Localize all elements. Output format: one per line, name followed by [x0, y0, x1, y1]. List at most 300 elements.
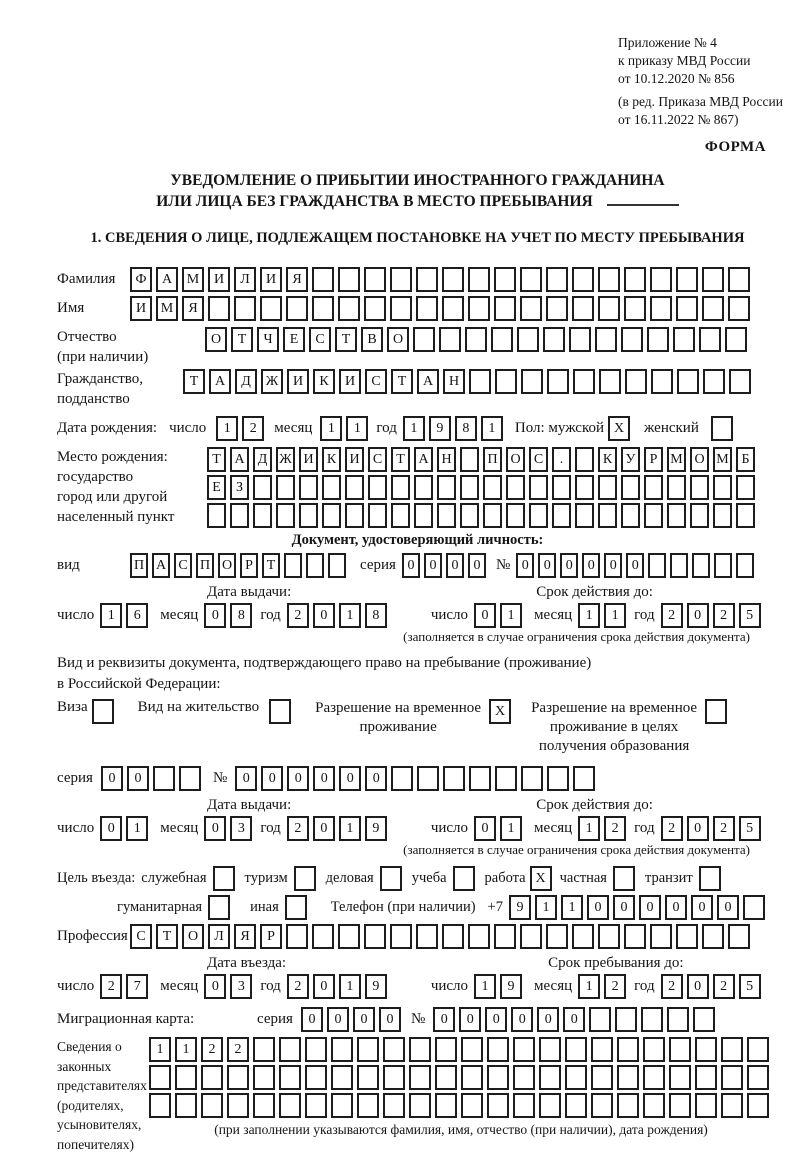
form-cell[interactable]: [305, 1093, 327, 1118]
form-cell[interactable]: 2: [713, 974, 735, 999]
form-cell[interactable]: [667, 503, 686, 528]
form-cell[interactable]: 0: [327, 1007, 349, 1032]
form-cell[interactable]: [153, 766, 175, 791]
form-cell[interactable]: Т: [335, 327, 357, 352]
form-cell[interactable]: [312, 296, 334, 321]
form-cell[interactable]: [589, 1007, 611, 1032]
form-cell[interactable]: 0: [485, 1007, 507, 1032]
form-cell[interactable]: 0: [313, 603, 335, 628]
form-cell[interactable]: [338, 267, 360, 292]
form-cell[interactable]: [331, 1093, 353, 1118]
form-cell[interactable]: [575, 475, 594, 500]
form-cell[interactable]: Р: [240, 553, 258, 578]
form-cell[interactable]: [391, 503, 410, 528]
form-cell[interactable]: [409, 1037, 431, 1062]
form-cell[interactable]: Т: [183, 369, 205, 394]
form-cell[interactable]: [736, 503, 755, 528]
form-cell[interactable]: [520, 924, 542, 949]
form-cell[interactable]: [713, 475, 732, 500]
form-cell[interactable]: [468, 296, 490, 321]
form-cell[interactable]: 1: [403, 416, 425, 441]
form-cell[interactable]: [520, 296, 542, 321]
form-cell[interactable]: К: [598, 447, 617, 472]
form-cell[interactable]: 0: [235, 766, 257, 791]
form-cell[interactable]: 1: [474, 974, 496, 999]
form-cell[interactable]: [569, 327, 591, 352]
form-cell[interactable]: [624, 924, 646, 949]
form-cell[interactable]: 0: [204, 603, 226, 628]
form-cell[interactable]: [621, 475, 640, 500]
form-cell[interactable]: [617, 1037, 639, 1062]
form-cell[interactable]: Т: [391, 369, 413, 394]
form-cell[interactable]: [179, 766, 201, 791]
form-cell[interactable]: [487, 1065, 509, 1090]
form-cell[interactable]: [286, 296, 308, 321]
form-cell[interactable]: [364, 267, 386, 292]
form-cell[interactable]: 1: [500, 816, 522, 841]
form-cell[interactable]: 0: [100, 816, 122, 841]
form-cell[interactable]: [390, 924, 412, 949]
form-cell[interactable]: [468, 267, 490, 292]
form-cell[interactable]: 2: [201, 1037, 223, 1062]
form-cell[interactable]: 1: [339, 974, 361, 999]
form-cell[interactable]: [520, 267, 542, 292]
form-cell[interactable]: [598, 267, 620, 292]
form-cell[interactable]: [305, 1065, 327, 1090]
form-cell[interactable]: Р: [260, 924, 282, 949]
form-cell[interactable]: [677, 369, 699, 394]
form-cell[interactable]: 0: [538, 553, 556, 578]
form-cell[interactable]: Т: [207, 447, 226, 472]
form-cell[interactable]: 0: [474, 816, 496, 841]
form-cell[interactable]: 0: [563, 1007, 585, 1032]
form-cell[interactable]: [465, 327, 487, 352]
form-cell[interactable]: И: [260, 267, 282, 292]
form-cell[interactable]: 1: [561, 895, 583, 920]
form-cell[interactable]: [521, 766, 543, 791]
form-cell[interactable]: [648, 553, 666, 578]
form-cell[interactable]: [621, 503, 640, 528]
form-cell[interactable]: [506, 475, 525, 500]
form-cell[interactable]: [299, 503, 318, 528]
form-cell[interactable]: [591, 1065, 613, 1090]
form-cell[interactable]: 9: [365, 974, 387, 999]
form-cell[interactable]: 1: [535, 895, 557, 920]
form-cell[interactable]: [435, 1065, 457, 1090]
form-cell[interactable]: [547, 369, 569, 394]
form-cell[interactable]: [644, 503, 663, 528]
form-cell[interactable]: Е: [207, 475, 226, 500]
form-cell[interactable]: [598, 475, 617, 500]
form-cell[interactable]: [669, 1093, 691, 1118]
form-cell[interactable]: К: [322, 447, 341, 472]
form-cell[interactable]: [305, 1037, 327, 1062]
form-cell[interactable]: [747, 1065, 769, 1090]
form-cell[interactable]: А: [414, 447, 433, 472]
form-cell[interactable]: 1: [578, 974, 600, 999]
form-cell[interactable]: О: [690, 447, 709, 472]
form-cell[interactable]: Д: [253, 447, 272, 472]
form-cell[interactable]: [673, 327, 695, 352]
sex-female-checkbox[interactable]: [711, 416, 733, 441]
form-cell[interactable]: [506, 503, 525, 528]
form-cell[interactable]: [469, 369, 491, 394]
form-cell[interactable]: М: [713, 447, 732, 472]
form-cell[interactable]: 0: [516, 553, 534, 578]
form-cell[interactable]: 0: [446, 553, 464, 578]
purpose-transit-checkbox[interactable]: [699, 866, 721, 891]
form-cell[interactable]: [416, 267, 438, 292]
form-cell[interactable]: [552, 475, 571, 500]
form-cell[interactable]: [331, 1065, 353, 1090]
form-cell[interactable]: 1: [578, 816, 600, 841]
form-cell[interactable]: [676, 924, 698, 949]
form-cell[interactable]: О: [218, 553, 236, 578]
purpose-official-checkbox[interactable]: [213, 866, 235, 891]
form-cell[interactable]: [572, 267, 594, 292]
form-cell[interactable]: 1: [175, 1037, 197, 1062]
residence-permit-checkbox[interactable]: [269, 699, 291, 724]
form-cell[interactable]: [435, 1093, 457, 1118]
form-cell[interactable]: [615, 1007, 637, 1032]
form-cell[interactable]: [721, 1065, 743, 1090]
form-cell[interactable]: М: [667, 447, 686, 472]
form-cell[interactable]: 0: [261, 766, 283, 791]
form-cell[interactable]: С: [309, 327, 331, 352]
form-cell[interactable]: 0: [204, 816, 226, 841]
form-cell[interactable]: [667, 1007, 689, 1032]
form-cell[interactable]: П: [130, 553, 148, 578]
form-cell[interactable]: [713, 503, 732, 528]
form-cell[interactable]: [695, 1037, 717, 1062]
form-cell[interactable]: Н: [443, 369, 465, 394]
form-cell[interactable]: У: [621, 447, 640, 472]
form-cell[interactable]: [736, 553, 754, 578]
form-cell[interactable]: [546, 267, 568, 292]
form-cell[interactable]: О: [182, 924, 204, 949]
form-cell[interactable]: 2: [100, 974, 122, 999]
form-cell[interactable]: 0: [339, 766, 361, 791]
form-cell[interactable]: [595, 327, 617, 352]
temp-residence-checkbox[interactable]: X: [489, 699, 511, 724]
form-cell[interactable]: 1: [604, 603, 626, 628]
form-cell[interactable]: 0: [127, 766, 149, 791]
form-cell[interactable]: С: [130, 924, 152, 949]
form-cell[interactable]: 0: [101, 766, 123, 791]
form-cell[interactable]: [461, 1037, 483, 1062]
form-cell[interactable]: 0: [511, 1007, 533, 1032]
form-cell[interactable]: 2: [661, 816, 683, 841]
form-cell[interactable]: [409, 1065, 431, 1090]
form-cell[interactable]: [651, 369, 673, 394]
form-cell[interactable]: [414, 475, 433, 500]
form-cell[interactable]: [695, 1065, 717, 1090]
form-cell[interactable]: [437, 475, 456, 500]
form-cell[interactable]: [573, 766, 595, 791]
form-cell[interactable]: [390, 267, 412, 292]
form-cell[interactable]: Я: [286, 267, 308, 292]
form-cell[interactable]: [495, 369, 517, 394]
form-cell[interactable]: Я: [182, 296, 204, 321]
form-cell[interactable]: [253, 475, 272, 500]
form-cell[interactable]: 0: [626, 553, 644, 578]
form-cell[interactable]: 1: [100, 603, 122, 628]
form-cell[interactable]: [714, 553, 732, 578]
form-cell[interactable]: [517, 327, 539, 352]
form-cell[interactable]: [416, 296, 438, 321]
form-cell[interactable]: [286, 924, 308, 949]
form-cell[interactable]: [487, 1037, 509, 1062]
form-cell[interactable]: [312, 924, 334, 949]
form-cell[interactable]: 9: [429, 416, 451, 441]
form-cell[interactable]: [546, 924, 568, 949]
form-cell[interactable]: [338, 296, 360, 321]
form-cell[interactable]: [276, 475, 295, 500]
sex-male-checkbox[interactable]: X: [608, 416, 630, 441]
form-cell[interactable]: 0: [287, 766, 309, 791]
form-cell[interactable]: [253, 1093, 275, 1118]
form-cell[interactable]: [572, 296, 594, 321]
form-cell[interactable]: И: [339, 369, 361, 394]
form-cell[interactable]: О: [506, 447, 525, 472]
form-cell[interactable]: Л: [234, 267, 256, 292]
form-cell[interactable]: Е: [283, 327, 305, 352]
form-cell[interactable]: [364, 924, 386, 949]
form-cell[interactable]: А: [156, 267, 178, 292]
form-cell[interactable]: [260, 296, 282, 321]
form-cell[interactable]: [357, 1093, 379, 1118]
form-cell[interactable]: [539, 1065, 561, 1090]
form-cell[interactable]: [650, 924, 672, 949]
form-cell[interactable]: [494, 296, 516, 321]
form-cell[interactable]: [521, 369, 543, 394]
form-cell[interactable]: А: [209, 369, 231, 394]
form-cell[interactable]: [669, 1037, 691, 1062]
purpose-business-checkbox[interactable]: [380, 866, 402, 891]
form-cell[interactable]: [513, 1093, 535, 1118]
form-cell[interactable]: [552, 503, 571, 528]
form-cell[interactable]: [539, 1037, 561, 1062]
form-cell[interactable]: 0: [365, 766, 387, 791]
form-cell[interactable]: [695, 1093, 717, 1118]
form-cell[interactable]: 0: [560, 553, 578, 578]
form-cell[interactable]: 1: [339, 816, 361, 841]
form-cell[interactable]: Ч: [257, 327, 279, 352]
form-cell[interactable]: О: [387, 327, 409, 352]
form-cell[interactable]: [338, 924, 360, 949]
form-cell[interactable]: [487, 1093, 509, 1118]
form-cell[interactable]: [721, 1093, 743, 1118]
form-cell[interactable]: [529, 503, 548, 528]
form-cell[interactable]: [253, 503, 272, 528]
form-cell[interactable]: 9: [509, 895, 531, 920]
form-cell[interactable]: [702, 267, 724, 292]
form-cell[interactable]: [322, 475, 341, 500]
form-cell[interactable]: [417, 766, 439, 791]
form-cell[interactable]: 0: [424, 553, 442, 578]
form-cell[interactable]: 0: [639, 895, 661, 920]
form-cell[interactable]: 9: [365, 816, 387, 841]
form-cell[interactable]: [299, 475, 318, 500]
form-cell[interactable]: [331, 1037, 353, 1062]
form-cell[interactable]: 0: [468, 553, 486, 578]
form-cell[interactable]: Я: [234, 924, 256, 949]
purpose-other-checkbox[interactable]: [285, 895, 307, 920]
form-cell[interactable]: [345, 475, 364, 500]
form-cell[interactable]: 2: [227, 1037, 249, 1062]
form-cell[interactable]: [201, 1093, 223, 1118]
form-cell[interactable]: [234, 296, 256, 321]
form-cell[interactable]: 3: [230, 816, 252, 841]
form-cell[interactable]: [598, 924, 620, 949]
form-cell[interactable]: И: [299, 447, 318, 472]
form-cell[interactable]: 1: [149, 1037, 171, 1062]
form-cell[interactable]: Т: [262, 553, 280, 578]
form-cell[interactable]: [647, 327, 669, 352]
form-cell[interactable]: С: [368, 447, 387, 472]
form-cell[interactable]: И: [208, 267, 230, 292]
form-cell[interactable]: [676, 267, 698, 292]
form-cell[interactable]: 0: [613, 895, 635, 920]
form-cell[interactable]: [575, 503, 594, 528]
form-cell[interactable]: [443, 766, 465, 791]
form-cell[interactable]: [483, 475, 502, 500]
form-cell[interactable]: 2: [713, 816, 735, 841]
purpose-humanitarian-checkbox[interactable]: [208, 895, 230, 920]
form-cell[interactable]: [357, 1037, 379, 1062]
form-cell[interactable]: [617, 1065, 639, 1090]
form-cell[interactable]: В: [361, 327, 383, 352]
form-cell[interactable]: 0: [353, 1007, 375, 1032]
form-cell[interactable]: [284, 553, 302, 578]
form-cell[interactable]: С: [174, 553, 192, 578]
form-cell[interactable]: [175, 1093, 197, 1118]
form-cell[interactable]: 2: [713, 603, 735, 628]
form-cell[interactable]: [644, 475, 663, 500]
form-cell[interactable]: 2: [604, 816, 626, 841]
form-cell[interactable]: [345, 503, 364, 528]
form-cell[interactable]: 2: [287, 974, 309, 999]
form-cell[interactable]: Т: [156, 924, 178, 949]
purpose-tourism-checkbox[interactable]: [294, 866, 316, 891]
form-cell[interactable]: [529, 475, 548, 500]
form-cell[interactable]: [279, 1065, 301, 1090]
form-cell[interactable]: [669, 1065, 691, 1090]
form-cell[interactable]: [276, 503, 295, 528]
form-cell[interactable]: [703, 369, 725, 394]
form-cell[interactable]: Т: [391, 447, 410, 472]
form-cell[interactable]: 5: [739, 974, 761, 999]
form-cell[interactable]: 7: [126, 974, 148, 999]
form-cell[interactable]: [391, 766, 413, 791]
form-cell[interactable]: 1: [126, 816, 148, 841]
form-cell[interactable]: О: [205, 327, 227, 352]
form-cell[interactable]: [643, 1065, 665, 1090]
form-cell[interactable]: [439, 327, 461, 352]
form-cell[interactable]: Т: [231, 327, 253, 352]
form-cell[interactable]: [728, 296, 750, 321]
form-cell[interactable]: [598, 503, 617, 528]
form-cell[interactable]: 0: [313, 766, 335, 791]
form-cell[interactable]: Б: [736, 447, 755, 472]
form-cell[interactable]: [383, 1065, 405, 1090]
form-cell[interactable]: [383, 1093, 405, 1118]
form-cell[interactable]: 9: [500, 974, 522, 999]
form-cell[interactable]: [721, 1037, 743, 1062]
form-cell[interactable]: [175, 1065, 197, 1090]
form-cell[interactable]: [368, 503, 387, 528]
form-cell[interactable]: П: [483, 447, 502, 472]
form-cell[interactable]: И: [287, 369, 309, 394]
form-cell[interactable]: 2: [287, 816, 309, 841]
form-cell[interactable]: [149, 1093, 171, 1118]
form-cell[interactable]: [227, 1093, 249, 1118]
form-cell[interactable]: [253, 1065, 275, 1090]
form-cell[interactable]: [306, 553, 324, 578]
form-cell[interactable]: [494, 924, 516, 949]
form-cell[interactable]: 0: [687, 603, 709, 628]
form-cell[interactable]: 1: [320, 416, 342, 441]
form-cell[interactable]: [728, 924, 750, 949]
form-cell[interactable]: 0: [204, 974, 226, 999]
form-cell[interactable]: [253, 1037, 275, 1062]
form-cell[interactable]: [460, 447, 479, 472]
form-cell[interactable]: [565, 1037, 587, 1062]
form-cell[interactable]: [690, 475, 709, 500]
form-cell[interactable]: [650, 296, 672, 321]
form-cell[interactable]: А: [230, 447, 249, 472]
form-cell[interactable]: 8: [230, 603, 252, 628]
form-cell[interactable]: [435, 1037, 457, 1062]
form-cell[interactable]: Л: [208, 924, 230, 949]
form-cell[interactable]: [591, 1037, 613, 1062]
form-cell[interactable]: [469, 766, 491, 791]
form-cell[interactable]: [575, 447, 594, 472]
form-cell[interactable]: [494, 267, 516, 292]
form-cell[interactable]: [461, 1065, 483, 1090]
form-cell[interactable]: [442, 267, 464, 292]
form-cell[interactable]: М: [182, 267, 204, 292]
form-cell[interactable]: [702, 296, 724, 321]
form-cell[interactable]: 1: [346, 416, 368, 441]
form-cell[interactable]: [442, 924, 464, 949]
form-cell[interactable]: [643, 1037, 665, 1062]
form-cell[interactable]: [357, 1065, 379, 1090]
form-cell[interactable]: [572, 924, 594, 949]
form-cell[interactable]: 2: [661, 603, 683, 628]
form-cell[interactable]: Ж: [276, 447, 295, 472]
visa-checkbox[interactable]: [92, 699, 114, 724]
form-cell[interactable]: 5: [739, 816, 761, 841]
form-cell[interactable]: [230, 503, 249, 528]
form-cell[interactable]: [625, 369, 647, 394]
form-cell[interactable]: [690, 503, 709, 528]
form-cell[interactable]: [207, 503, 226, 528]
form-cell[interactable]: 5: [739, 603, 761, 628]
form-cell[interactable]: [328, 553, 346, 578]
form-cell[interactable]: [725, 327, 747, 352]
form-cell[interactable]: [624, 267, 646, 292]
form-cell[interactable]: 0: [582, 553, 600, 578]
form-cell[interactable]: С: [365, 369, 387, 394]
form-cell[interactable]: Н: [437, 447, 456, 472]
form-cell[interactable]: [391, 475, 410, 500]
form-cell[interactable]: С: [529, 447, 548, 472]
form-cell[interactable]: 0: [433, 1007, 455, 1032]
form-cell[interactable]: 0: [402, 553, 420, 578]
form-cell[interactable]: [728, 267, 750, 292]
form-cell[interactable]: 0: [691, 895, 713, 920]
